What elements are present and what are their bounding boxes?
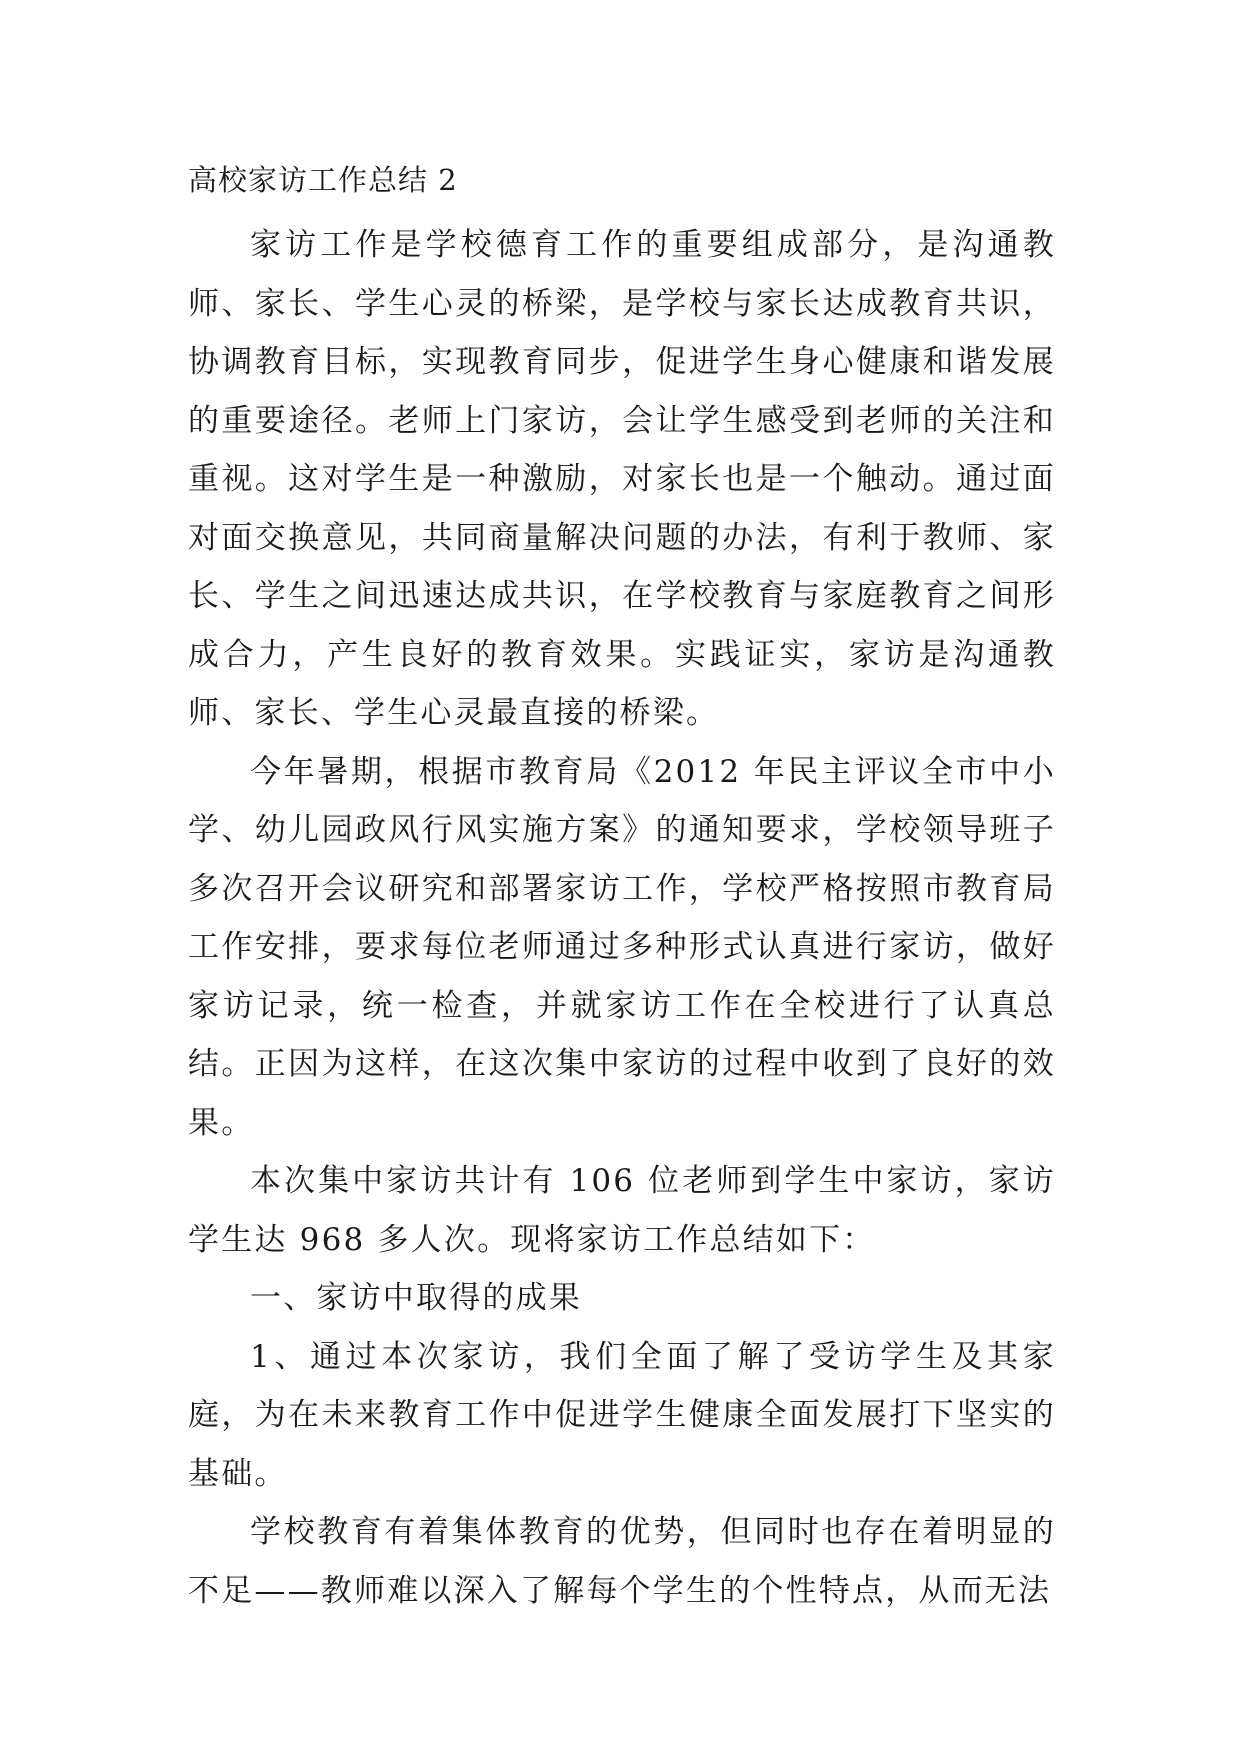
paragraph-statistics: 本次集中家访共计有 106 位老师到学生中家访，家访学生达 968 多人次。现将家访工作总结如下： [188, 1163, 1056, 1258]
paragraph-summer-arrangement: 今年暑期，根据市教育局《2012 年民主评议全市中小学、幼儿园政风行风实施方案》的通知要求，学校领导班子多次召开会议研究和部署家访工作，学校严格按照市教育局工作安排，要求每位老师通过多种形式认真进行家访，做好家访记录，统一检查，并就家访工作在全校进行了认真总结。正因为这样，在这次集中家访的过程中收到了良好的效果。 [188, 753, 1056, 1141]
document-body [188, 216, 1056, 1620]
paragraph-importance: 家访工作是学校德育工作的重要组成部分，是沟通教师、家长、学生心灵的桥梁，是学校与家长达成教育共识，协调教育目标，实现教育同步，促进学生身心健康和谐发展的重要途径。老师上门家访，会让学生感受到老师的关注和重视。这对学生是一种激励，对家长也是一个触动。通过面对面交换意见，共同商量解决问题的办法，有利于教师、家长、学生之间迅速达成共识，在学校教育与家庭教育之间形成合力，产生良好的教育效果。实践证实，家访是沟通教师、家长、学生心灵最直接的桥梁。 [188, 227, 1056, 731]
section-heading-achievements: 一、家访中取得的成果 [250, 1280, 582, 1316]
paragraph-school-education: 学校教育有着集体教育的优势，但同时也存在着明显的不足——教师难以深入了解每个学生的个性特点，从而无法 [188, 1514, 1056, 1609]
document-title: 高校家访工作总结 2 [188, 163, 458, 197]
paragraph-achievement-1: 1、通过本次家访，我们全面了解了受访学生及其家庭，为在未来教育工作中促进学生健康全面发展打下坚实的基础。 [188, 1338, 1056, 1492]
